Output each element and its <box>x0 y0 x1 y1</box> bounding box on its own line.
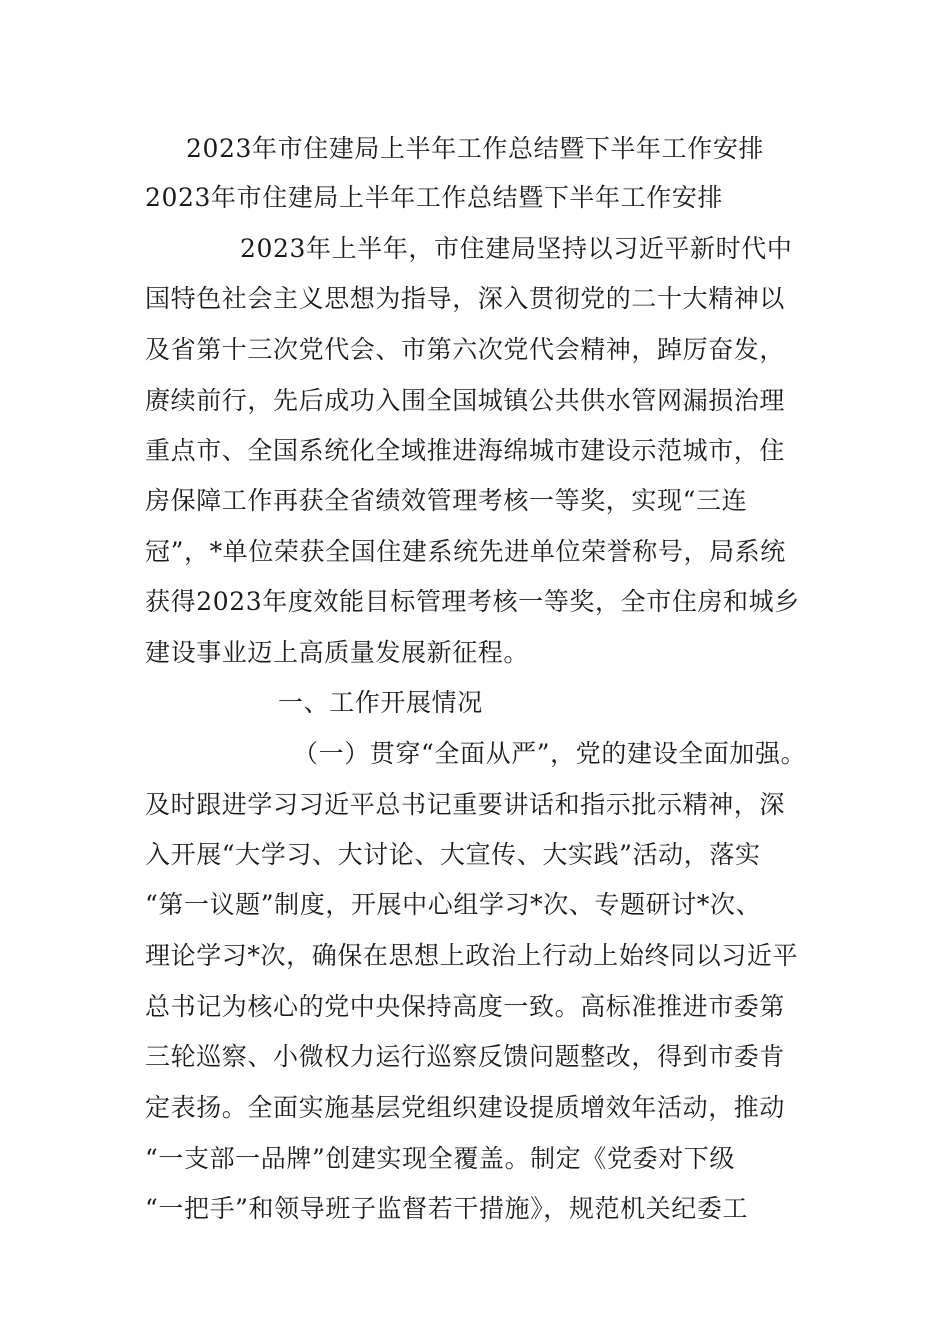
body-line: “一把手”和领导班子监督若干措施》，规范机关纪委工 <box>145 1194 749 1223</box>
intro-line: 国特色社会主义思想为指导，深入贯彻党的二十大精神以 <box>145 284 786 313</box>
body-line: 定表扬。全面实施基层党组织建设提质增效年活动，推动 <box>145 1093 786 1122</box>
body-line: 理论学习*次，确保在思想上政治上行动上始终同以习近平 <box>145 941 799 970</box>
body-line: 总书记为核心的党中央保持高度一致。高标准推进市委第 <box>145 992 786 1021</box>
body-line: 入开展“大学习、大讨论、大宣传、大实践”活动，落实 <box>145 840 761 869</box>
document-title-line-2: 2023年市住建局上半年工作总结暨下半年工作安排 <box>145 183 724 212</box>
body-line: 三轮巡察、小微权力运行巡察反馈问题整改，得到市委肯 <box>145 1042 786 1071</box>
body-line: “一支部一品牌”创建实现全覆盖。制定《党委对下级 <box>145 1144 735 1173</box>
subsection-heading: （一）贯穿“全面从严”，党的建设全面加强。 <box>293 739 807 768</box>
body-line: 及时跟进学习习近平总书记重要讲话和指示批示精神，深 <box>145 790 786 819</box>
intro-line: 房保障工作再获全省绩效管理考核一等奖，实现“三连 <box>145 486 748 515</box>
intro-line: 获得2023年度效能目标管理考核一等奖，全市住房和城乡 <box>145 587 800 616</box>
intro-line: 重点市、全国系统化全域推进海绵城市建设示范城市，住 <box>145 436 786 465</box>
body-line: “第一议题”制度，开展中心组学习*次、专题研讨*次、 <box>145 890 762 919</box>
intro-line: 2023年上半年，市住建局坚持以习近平新时代中 <box>240 234 793 263</box>
document-title-line-1: 2023年市住建局上半年工作总结暨下半年工作安排 <box>186 134 765 163</box>
section-heading-work-progress: 一、工作开展情况 <box>278 688 483 717</box>
intro-line: 赓续前行，先后成功入围全国城镇公共供水管网漏损治理 <box>145 386 786 415</box>
intro-line: 建设事业迈上高质量发展新征程。 <box>145 638 530 667</box>
intro-line: 及省第十三次党代会、市第六次党代会精神，踔厉奋发， <box>145 335 786 364</box>
intro-line: 冠”，*单位荣获全国住建系统先进单位荣誉称号，局系统 <box>145 537 786 566</box>
